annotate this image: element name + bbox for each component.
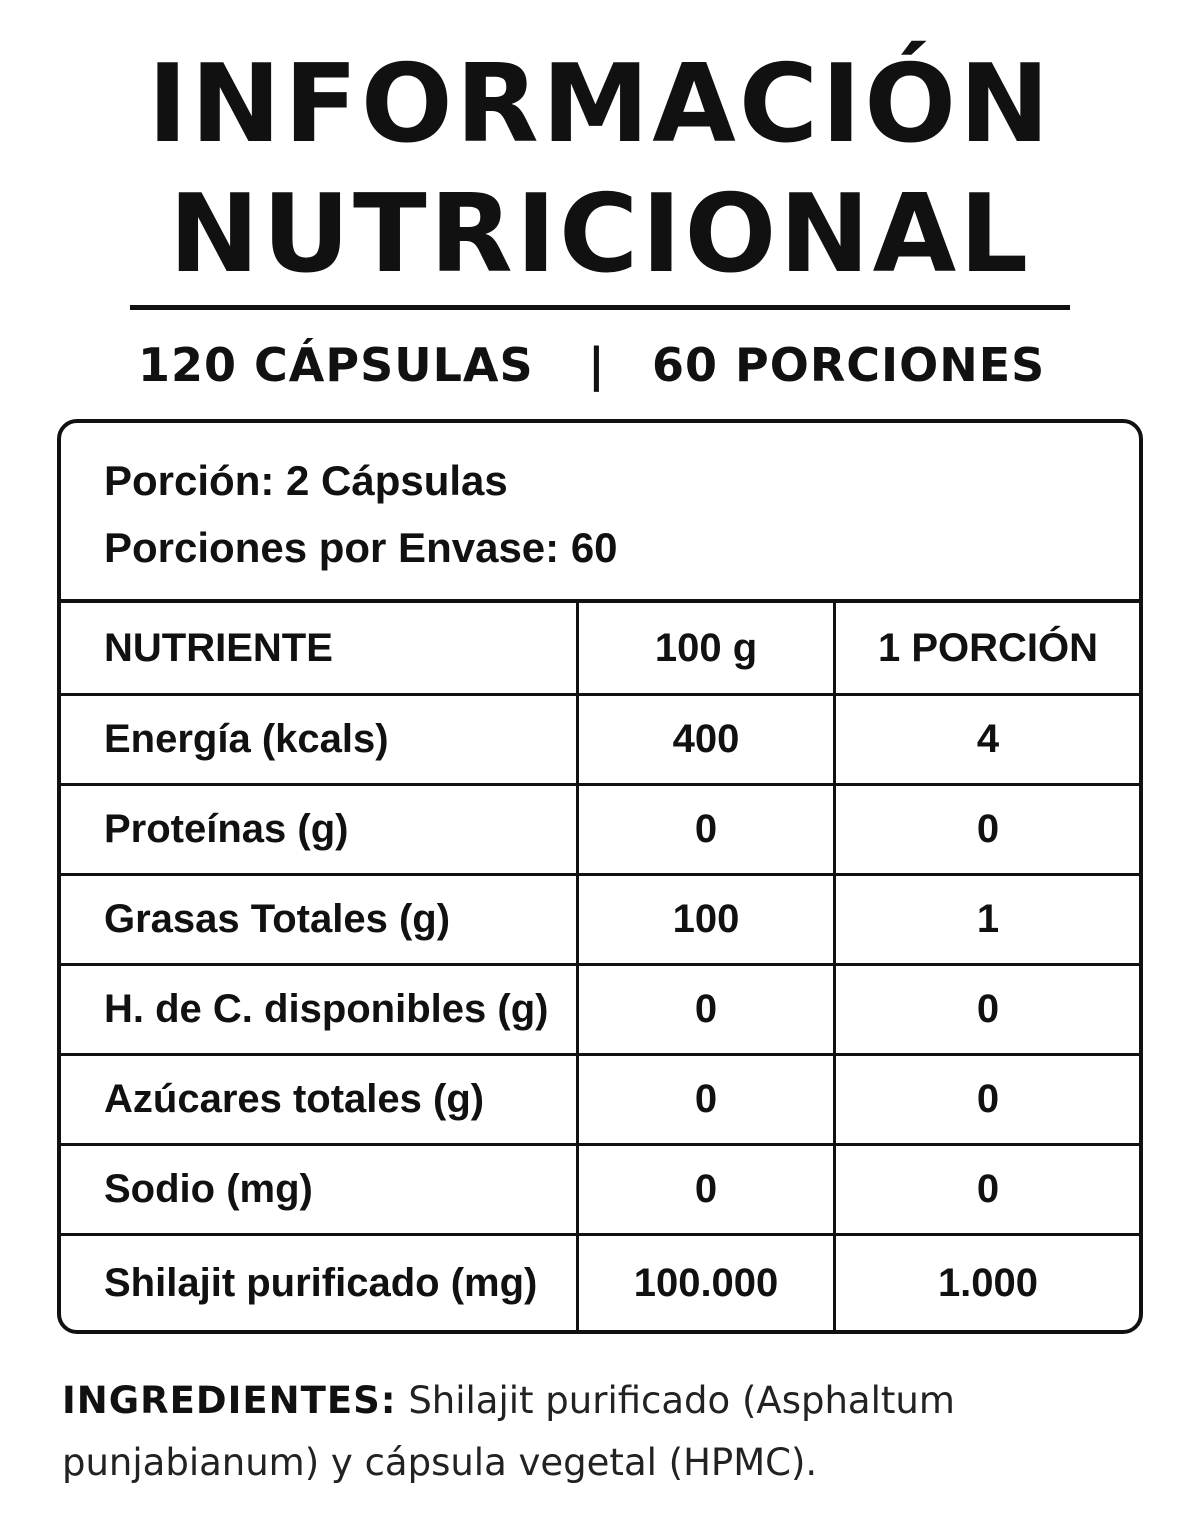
value-portion: 0 <box>976 987 1000 1031</box>
table-header-row <box>61 603 1139 693</box>
value-portion: 0 <box>976 1167 1000 1211</box>
value-portion: 1.000 <box>937 1260 1039 1305</box>
nutrient-name: H. de C. disponibles (g) <box>104 987 549 1031</box>
value-portion: 1 <box>976 897 1000 941</box>
column-header-100g: 100 g <box>654 625 758 670</box>
portion-count: 60 PORCIONES <box>652 338 1046 392</box>
nutrient-name: Energía (kcals) <box>104 717 389 761</box>
title-line-2: NUTRICIONAL <box>168 172 1032 297</box>
value-100g: 0 <box>694 1077 718 1121</box>
servings-per-container: Porciones por Envase: 60 <box>104 524 618 571</box>
value-portion: 4 <box>976 717 1000 761</box>
nutrient-name: Azúcares totales (g) <box>104 1077 485 1121</box>
table-row <box>61 873 1139 963</box>
table-row <box>61 693 1139 783</box>
serving-size: Porción: 2 Cápsulas <box>104 457 508 504</box>
value-100g: 100.000 <box>633 1260 779 1305</box>
table-row <box>61 1233 1139 1330</box>
table-row <box>61 783 1139 873</box>
ingredients-text: Shilajit purificado (Asphaltum punjabianum) y cápsula vegetal (HPMC). <box>62 1379 955 1484</box>
nutrient-name: Grasas Totales (g) <box>104 897 451 941</box>
value-portion: 0 <box>976 1077 1000 1121</box>
ingredients-block <box>62 1370 1152 1494</box>
ingredients-label: INGREDIENTES: <box>62 1379 397 1422</box>
nutrition-panel <box>57 419 1143 1334</box>
column-header-nutrient: NUTRIENTE <box>104 625 333 670</box>
value-100g: 0 <box>694 987 718 1031</box>
value-100g: 0 <box>694 1167 718 1211</box>
table-row <box>61 1143 1139 1233</box>
value-portion: 0 <box>976 807 1000 851</box>
table-row <box>61 1053 1139 1143</box>
value-100g: 100 <box>672 897 740 941</box>
value-100g: 0 <box>694 807 718 851</box>
title-divider <box>130 305 1070 310</box>
nutrient-name: Proteínas (g) <box>104 807 349 851</box>
subtitle-separator: | <box>588 338 606 392</box>
title-line-1: INFORMACIÓN <box>147 42 1053 167</box>
value-100g: 400 <box>672 717 740 761</box>
nutrient-name: Shilajit purificado (mg) <box>104 1260 538 1305</box>
nutrient-name: Sodio (mg) <box>104 1167 313 1211</box>
column-header-portion: 1 PORCIÓN <box>877 625 1099 670</box>
capsule-count: 120 CÁPSULAS <box>138 338 534 392</box>
table-row <box>61 963 1139 1053</box>
